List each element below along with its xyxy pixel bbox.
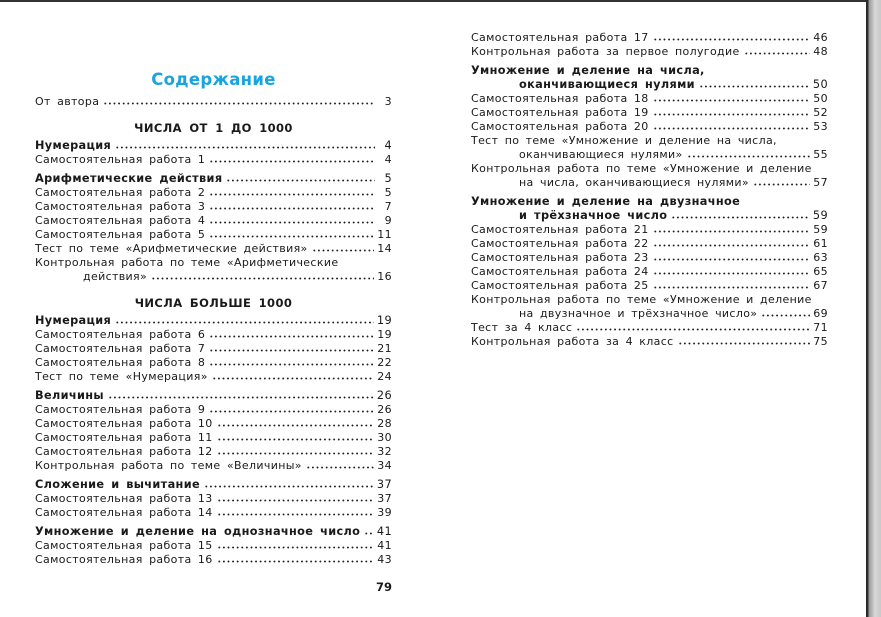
toc-entry-title: Самостоятельная работа 3 <box>35 200 206 213</box>
dot-leader <box>217 541 375 549</box>
toc-page-number: 71 <box>813 321 828 334</box>
toc-entry[interactable] <box>35 342 392 356</box>
toc-entry-line <box>35 172 392 186</box>
dot-leader <box>217 447 375 455</box>
dot-leader <box>653 239 811 247</box>
toc-entry[interactable] <box>35 328 392 342</box>
toc-page-number: 55 <box>813 148 828 161</box>
dot-leader <box>653 267 811 275</box>
toc-entry-title: Арифметические действия <box>35 172 223 185</box>
toc-entry-title: Самостоятельная работа 7 <box>35 342 206 355</box>
toc-chapter-entry[interactable] <box>35 314 392 328</box>
toc-page-number: 7 <box>384 200 392 213</box>
toc-page-number: 75 <box>813 335 828 348</box>
toc-entry-title: Самостоятельная работа 15 <box>35 539 213 552</box>
toc-entry[interactable] <box>35 95 392 109</box>
page-top-border <box>0 0 866 2</box>
toc-entry-title: на числа, оканчивающиеся нулями» <box>519 176 749 189</box>
toc-page-number: 4 <box>384 139 392 152</box>
toc-entry-line <box>471 195 828 209</box>
toc-entry[interactable] <box>35 153 392 167</box>
toc-entry-line <box>35 228 392 242</box>
toc-entry-line <box>35 242 392 256</box>
toc-entry[interactable] <box>471 106 828 120</box>
toc-page-number: 41 <box>376 525 392 538</box>
toc-entry-title: Тест по теме «Арифметические действия» <box>35 242 308 255</box>
toc-entry-line <box>35 539 392 553</box>
toc-entry-title: Контрольная работа за 4 класс <box>471 335 674 348</box>
toc-entry-line <box>35 314 392 328</box>
dot-leader <box>115 141 375 149</box>
toc-page-number: 41 <box>377 539 392 552</box>
dot-leader <box>209 155 375 163</box>
toc-entry-line <box>35 256 392 270</box>
toc-entry-title: Величины <box>35 389 104 402</box>
dot-leader <box>209 330 374 338</box>
dot-leader <box>364 527 374 535</box>
dot-leader <box>209 358 374 366</box>
toc-entry-line <box>35 506 392 520</box>
toc-entry-line <box>471 279 828 293</box>
toc-page-number: 50 <box>812 78 828 91</box>
dot-leader <box>753 178 810 186</box>
toc-entry-title: Самостоятельная работа 10 <box>35 417 213 430</box>
toc-entry-line <box>35 95 392 109</box>
dot-leader <box>209 405 374 413</box>
toc-entry[interactable] <box>35 356 392 370</box>
toc-page-number: 69 <box>813 307 828 320</box>
toc-entry[interactable] <box>471 237 828 251</box>
toc-page-number: 67 <box>813 279 828 292</box>
toc-entry-title: Контрольная работа по теме «Умножение и деление <box>471 293 812 306</box>
toc-entry-line <box>35 370 392 384</box>
toc-entry[interactable] <box>35 539 392 553</box>
toc-entry-title: Умножение и деление на числа, <box>471 64 705 77</box>
toc-entry-line <box>471 64 828 78</box>
toc-entry-line <box>35 328 392 342</box>
dot-leader <box>687 150 811 158</box>
dot-leader <box>217 555 375 563</box>
toc-entry[interactable] <box>471 120 828 134</box>
toc-page-number: 22 <box>377 356 392 369</box>
toc-page-number: 39 <box>377 506 392 519</box>
toc-entry-title: Контрольная работа по теме «Умножение и деление <box>471 162 812 175</box>
dot-leader <box>209 344 374 352</box>
dot-leader <box>678 337 811 345</box>
toc-left-column <box>35 70 392 567</box>
toc-entry-line <box>35 214 392 228</box>
toc-entry[interactable] <box>35 242 392 256</box>
toc-page-number: 30 <box>377 431 392 444</box>
toc-entry-line <box>471 237 828 251</box>
dot-leader <box>671 211 810 219</box>
page-number: 79 <box>375 580 392 594</box>
toc-page-number: 37 <box>377 492 392 505</box>
toc-page-number: 59 <box>812 209 828 222</box>
toc-page-number: 61 <box>813 237 828 250</box>
toc-entry-title: Тест по теме «Нумерация» <box>35 370 208 383</box>
dot-leader <box>209 202 375 210</box>
toc-page-number: 65 <box>813 265 828 278</box>
toc-page-number: 48 <box>813 45 828 58</box>
toc-entry-title: Контрольная работа по теме «Величины» <box>35 459 302 472</box>
toc-page-number: 19 <box>376 314 392 327</box>
toc-entry[interactable] <box>471 279 828 293</box>
toc-entry-title: Самостоятельная работа 25 <box>471 279 649 292</box>
toc-chapter-entry[interactable] <box>35 525 392 539</box>
toc-entry-title: Контрольная работа за первое полугодие <box>471 45 740 58</box>
toc-entry-title: Самостоятельная работа 12 <box>35 445 213 458</box>
toc-entry-line <box>35 356 392 370</box>
toc-page-number: 26 <box>376 389 392 402</box>
toc-chapter-entry[interactable] <box>35 478 392 492</box>
toc-entry-line <box>35 492 392 506</box>
toc-entry-title: Нумерация <box>35 139 112 152</box>
toc-entry-line <box>471 92 828 106</box>
dot-leader <box>209 188 375 196</box>
dot-leader <box>653 281 811 289</box>
toc-entry-title: Самостоятельная работа 8 <box>35 356 206 369</box>
page-title: Содержание <box>151 70 276 89</box>
toc-entry[interactable] <box>35 186 392 200</box>
toc-entry-title: Самостоятельная работа 6 <box>35 328 206 341</box>
toc-entry-line <box>471 162 828 176</box>
toc-entry-line <box>471 176 828 190</box>
toc-page-number: 28 <box>377 417 392 430</box>
dot-leader <box>653 108 811 116</box>
toc-entry-line <box>35 186 392 200</box>
dot-leader <box>217 419 375 427</box>
toc-entry[interactable] <box>471 265 828 279</box>
toc-entry[interactable] <box>471 335 828 349</box>
dot-leader <box>653 225 811 233</box>
toc-right-column <box>471 31 828 349</box>
dot-leader <box>217 508 375 516</box>
toc-entry-line <box>471 335 828 349</box>
toc-section-header: ЧИСЛА БОЛЬШЕ 1000 <box>134 296 293 310</box>
toc-page-number: 50 <box>813 92 828 105</box>
toc-entry-title: Самостоятельная работа 17 <box>471 31 649 44</box>
toc-entry[interactable] <box>471 321 828 335</box>
toc-entry[interactable] <box>471 31 828 45</box>
toc-entry[interactable] <box>35 214 392 228</box>
toc-entry-title: действия» <box>83 270 148 283</box>
toc-page-number: 32 <box>377 445 392 458</box>
toc-entry-line <box>35 445 392 459</box>
toc-page-number: 43 <box>377 553 392 566</box>
toc-entry-line <box>471 31 828 45</box>
toc-entry[interactable] <box>35 445 392 459</box>
toc-entry-line <box>471 148 828 162</box>
toc-entry-title: Тест по теме «Умножение и деление на числа, <box>471 134 777 147</box>
toc-entry-title: Самостоятельная работа 11 <box>35 431 213 444</box>
toc-entry[interactable] <box>35 553 392 567</box>
toc-section-header: ЧИСЛА ОТ 1 ДО 1000 <box>134 121 293 135</box>
toc-entry-line <box>471 265 828 279</box>
toc-chapter-entry[interactable] <box>471 195 828 223</box>
toc-entry-line <box>35 342 392 356</box>
toc-entry-title: Самостоятельная работа 22 <box>471 237 649 250</box>
toc-entry-line <box>35 389 392 403</box>
toc-entry-line <box>35 153 392 167</box>
dot-leader <box>226 174 375 182</box>
toc-page-number: 34 <box>377 459 392 472</box>
toc-entry-title: Самостоятельная работа 1 <box>35 153 206 166</box>
toc-entry-title: на двузначное и трёхзначное число» <box>519 307 758 320</box>
dot-leader <box>576 323 810 331</box>
dot-leader <box>103 97 375 105</box>
toc-entry-line <box>35 553 392 567</box>
toc-entry[interactable] <box>35 370 392 384</box>
toc-page-number: 53 <box>813 120 828 133</box>
toc-entry-line <box>471 307 828 321</box>
dot-leader <box>204 480 374 488</box>
toc-entry-title: Самостоятельная работа 14 <box>35 506 213 519</box>
toc-entry[interactable] <box>35 506 392 520</box>
toc-page-number: 4 <box>384 153 392 166</box>
toc-entry-title: Умножение и деление на однозначное число <box>35 525 361 538</box>
dot-leader <box>212 372 375 380</box>
toc-entry-title: Самостоятельная работа 18 <box>471 92 649 105</box>
dot-leader <box>312 244 375 252</box>
toc-entry[interactable] <box>471 223 828 237</box>
toc-entry-line <box>471 223 828 237</box>
toc-entry-title: Самостоятельная работа 16 <box>35 553 213 566</box>
toc-entry-title: Самостоятельная работа 2 <box>35 186 206 199</box>
dot-leader <box>209 216 375 224</box>
dot-leader <box>653 33 811 41</box>
toc-entry[interactable] <box>35 417 392 431</box>
toc-entry[interactable] <box>471 251 828 265</box>
dot-leader <box>217 433 375 441</box>
toc-page-number: 5 <box>384 186 392 199</box>
toc-entry-title: Умножение и деление на двузначное <box>471 195 741 208</box>
toc-entry-title: Самостоятельная работа 13 <box>35 492 213 505</box>
toc-page-number: 52 <box>813 106 828 119</box>
toc-entry-line <box>471 78 828 92</box>
toc-entry[interactable] <box>471 162 828 190</box>
toc-entry-title: оканчивающиеся нулями <box>519 78 695 91</box>
toc-entry[interactable] <box>35 431 392 445</box>
toc-entry-title: Самостоятельная работа 19 <box>471 106 649 119</box>
toc-entry[interactable] <box>35 256 392 284</box>
toc-entry-title: Самостоятельная работа 9 <box>35 403 206 416</box>
toc-page-number: 21 <box>377 342 392 355</box>
toc-entry-line <box>471 106 828 120</box>
dot-leader <box>744 47 811 55</box>
toc-entry[interactable] <box>35 459 392 473</box>
toc-entry-title: Самостоятельная работа 24 <box>471 265 649 278</box>
toc-entry-title: Нумерация <box>35 314 112 327</box>
toc-entry-line <box>471 209 828 223</box>
toc-entry-line <box>471 321 828 335</box>
dot-leader <box>217 494 375 502</box>
dot-leader <box>653 253 811 261</box>
toc-entry[interactable] <box>35 492 392 506</box>
toc-entry-line <box>35 431 392 445</box>
toc-chapter-entry[interactable] <box>471 64 828 92</box>
toc-page-number: 16 <box>377 270 392 283</box>
toc-page-number: 19 <box>377 328 392 341</box>
toc-entry-line <box>35 139 392 153</box>
toc-entry-title: Самостоятельная работа 20 <box>471 120 649 133</box>
toc-entry[interactable] <box>471 92 828 106</box>
toc-entry-line <box>35 270 392 284</box>
toc-chapter-entry[interactable] <box>35 139 392 153</box>
toc-entry-line <box>35 459 392 473</box>
toc-entry[interactable] <box>35 228 392 242</box>
toc-entry-title: Самостоятельная работа 4 <box>35 214 206 227</box>
toc-page-number: 9 <box>384 214 392 227</box>
toc-entry-line <box>35 417 392 431</box>
toc-entry[interactable] <box>471 134 828 162</box>
dot-leader <box>151 272 374 280</box>
toc-entry-title: Самостоятельная работа 23 <box>471 251 649 264</box>
toc-page-number: 57 <box>813 176 828 189</box>
toc-entry-line <box>35 478 392 492</box>
toc-entry-line <box>471 120 828 134</box>
toc-chapter-entry[interactable] <box>35 389 392 403</box>
dot-leader <box>108 391 374 399</box>
toc-entry[interactable] <box>35 200 392 214</box>
toc-entry-line <box>35 403 392 417</box>
toc-entry-title: От автора <box>35 95 100 108</box>
toc-entry[interactable] <box>471 45 828 59</box>
toc-entry-title: Тест за 4 класс <box>471 321 573 334</box>
toc-page-number: 59 <box>813 223 828 236</box>
toc-page-number: 63 <box>813 251 828 264</box>
toc-entry[interactable] <box>35 403 392 417</box>
toc-page-number: 14 <box>377 242 392 255</box>
dot-leader <box>653 122 811 130</box>
toc-entry-title: Контрольная работа по теме «Арифметические <box>35 256 339 269</box>
dot-leader <box>699 80 810 88</box>
toc-entry[interactable] <box>471 293 828 321</box>
toc-page-number: 26 <box>377 403 392 416</box>
toc-page-number: 11 <box>377 228 392 241</box>
toc-page-number: 37 <box>376 478 392 491</box>
toc-entry-line <box>35 200 392 214</box>
dot-leader <box>209 230 374 238</box>
toc-entry-title: оканчивающиеся нулями» <box>519 148 683 161</box>
dot-leader <box>653 94 811 102</box>
toc-entry-line <box>471 251 828 265</box>
toc-entry-title: Самостоятельная работа 21 <box>471 223 649 236</box>
toc-chapter-entry[interactable] <box>35 172 392 186</box>
toc-entry-line <box>35 525 392 539</box>
toc-entry-line <box>471 45 828 59</box>
toc-page-number: 46 <box>813 31 828 44</box>
toc-entry-line <box>471 134 828 148</box>
dot-leader <box>761 309 810 317</box>
toc-page-number: 3 <box>384 95 392 108</box>
toc-entry-line <box>471 293 828 307</box>
toc-entry-title: Самостоятельная работа 5 <box>35 228 206 241</box>
toc-entry-title: и трёхзначное число <box>519 209 668 222</box>
toc-entry-title: Сложение и вычитание <box>35 478 200 491</box>
toc-page-number: 5 <box>384 172 392 185</box>
dot-leader <box>115 316 374 324</box>
page-right-edge <box>866 0 881 617</box>
dot-leader <box>306 461 374 469</box>
toc-page-number: 24 <box>377 370 392 383</box>
